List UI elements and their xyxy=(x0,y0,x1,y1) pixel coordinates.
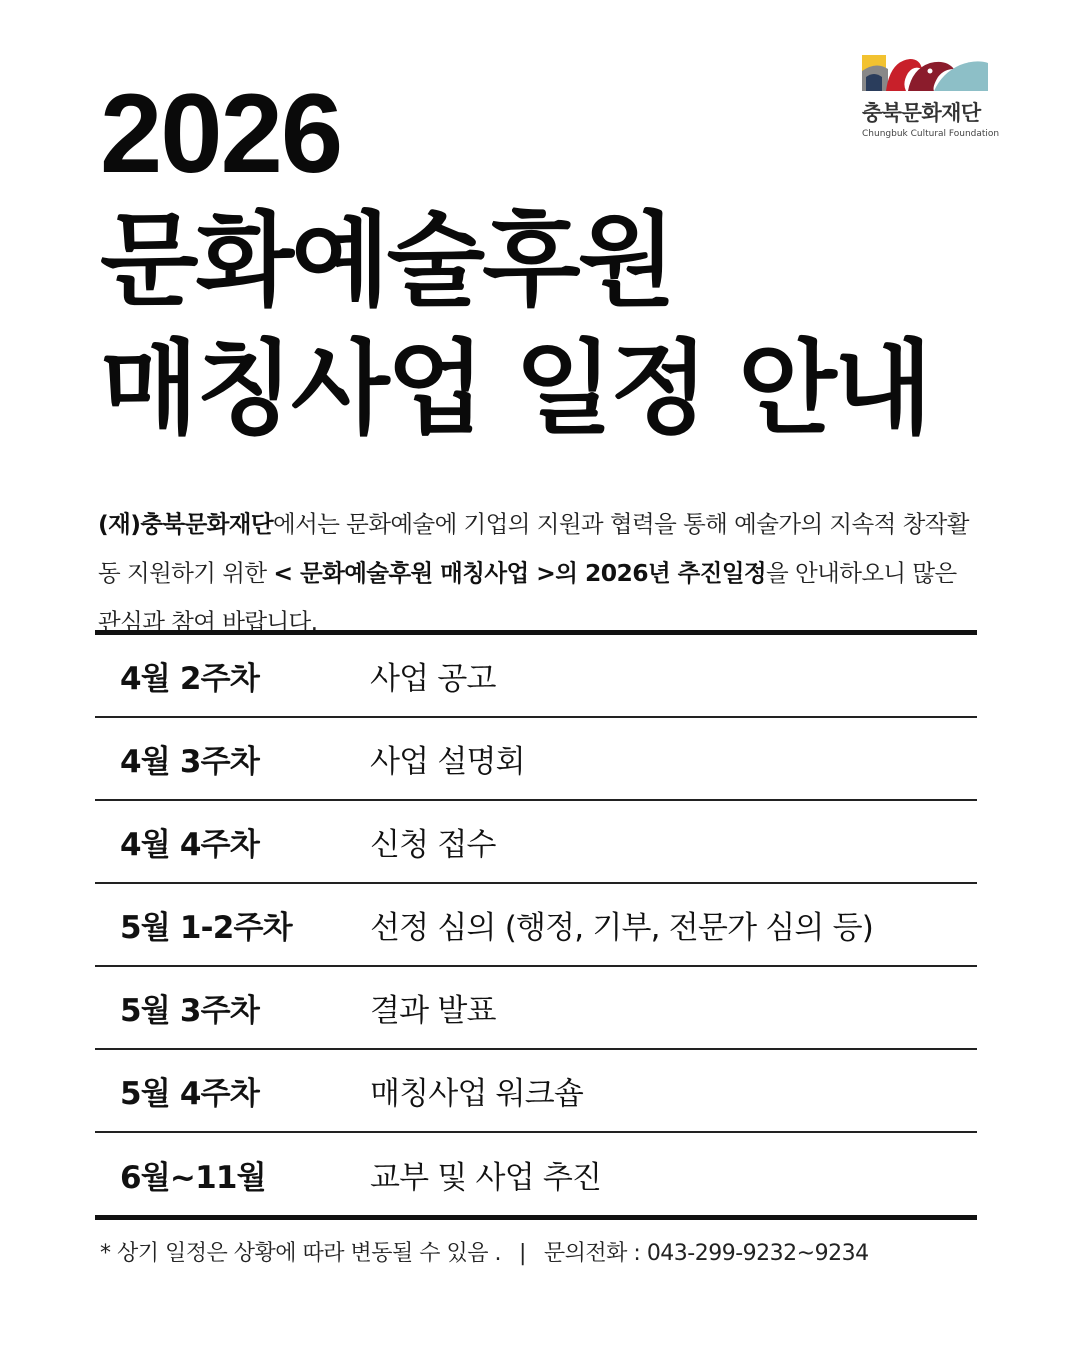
title-line-2: 문화예술후원 xyxy=(100,202,674,321)
title-line-3: 매칭사업 일정 안내 xyxy=(100,330,930,449)
intro-text-1: 에서는 문화예술에 기업의 지원과 협력을 통해 예술가의 지속적 창작활동 지원하기 위한 xyxy=(98,509,969,587)
logo-korean-name: 충북문화재단 xyxy=(862,101,981,125)
schedule-period: 4월 3주차 xyxy=(120,744,259,780)
schedule-table xyxy=(95,630,977,1220)
schedule-activity: 사업 공고 xyxy=(370,661,496,697)
footnote-separator: | xyxy=(518,1241,526,1266)
schedule-period: 5월 1-2주차 xyxy=(120,910,292,946)
intro-paragraph xyxy=(98,500,983,647)
schedule-period: 4월 4주차 xyxy=(120,827,259,863)
logo-english-name: Chungbuk Cultural Foundation xyxy=(862,129,1000,139)
schedule-row xyxy=(95,718,977,801)
schedule-period: 5월 3주차 xyxy=(120,993,259,1029)
schedule-activity: 선정 심의 (행정, 기부, 전문가 심의 등) xyxy=(370,910,874,946)
schedule-activity: 매칭사업 워크숍 xyxy=(370,1076,584,1112)
footnote xyxy=(100,1236,869,1267)
schedule-period: 5월 4주차 xyxy=(120,1076,259,1112)
schedule-row xyxy=(95,1133,977,1215)
schedule-activity: 교부 및 사업 추진 xyxy=(370,1159,602,1196)
footnote-note: * 상기 일정은 상황에 따라 변동될 수 있음 . xyxy=(100,1241,501,1266)
intro-org-name: (재)충북문화재단 xyxy=(98,509,273,538)
intro-text-2: 을 안내하오니 많은 관심과 참여 바랍니다. xyxy=(98,558,957,636)
page-title xyxy=(100,70,929,454)
schedule-activity: 신청 접수 xyxy=(370,827,496,863)
title-year: 2026 xyxy=(100,71,342,196)
schedule-period: 4월 2주차 xyxy=(120,661,259,697)
schedule-row xyxy=(95,801,977,884)
schedule-activity: 사업 설명회 xyxy=(370,744,525,780)
schedule-row xyxy=(95,635,977,718)
schedule-row xyxy=(95,967,977,1050)
schedule-row xyxy=(95,884,977,967)
footnote-contact: 문의전화 : 043-299-9232~9234 xyxy=(543,1241,869,1266)
schedule-activity: 결과 발표 xyxy=(370,993,496,1029)
schedule-period: 6월~11월 xyxy=(120,1159,266,1196)
schedule-row xyxy=(95,1050,977,1133)
intro-program-name: < 문화예술후원 매칭사업 >의 2026년 추진일정 xyxy=(273,558,767,587)
